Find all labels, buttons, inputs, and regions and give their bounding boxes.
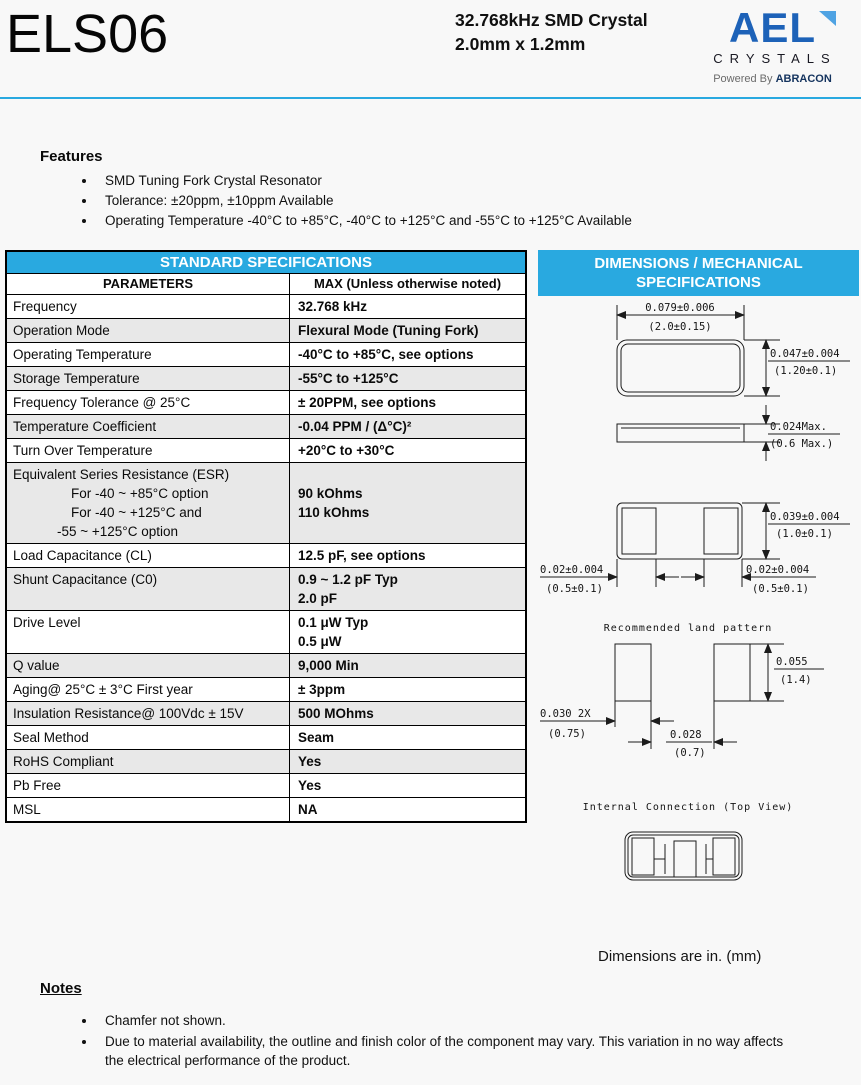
side-view-drawing: [617, 405, 840, 461]
spec-row: [7, 294, 525, 318]
feature-item: • SMD Tuning Fork Crystal Resonator: [97, 171, 820, 191]
dim-land-gap-in: 0.028: [670, 729, 702, 741]
spec-table: [5, 250, 527, 823]
dim-bottom-pad-width-right-in: 0.02±0.004: [746, 564, 810, 576]
product-title: [455, 8, 648, 56]
spec-row: [7, 749, 525, 773]
features-section: [40, 148, 820, 231]
dim-land-pad-width-mm: (0.75): [548, 728, 586, 740]
land-pattern-drawing: [540, 623, 824, 759]
dim-top-width-in: 0.079±0.006: [645, 302, 715, 314]
param-cell: Operation Mode: [7, 319, 290, 342]
value-cell: Seam: [298, 730, 335, 745]
dim-side-thickness-in: 0.024Max.: [770, 421, 827, 433]
value-cell: Flexural Mode (Tuning Fork): [298, 323, 479, 338]
param-cell: Frequency: [7, 295, 290, 318]
value-cell: ± 20PPM, see options: [298, 395, 436, 410]
note-item: • Chamfer not shown.: [97, 1011, 800, 1030]
internal-connection-caption: Internal Connection (Top View): [582, 802, 794, 813]
col-header-parameters: PARAMETERS: [7, 274, 290, 294]
dimensions-panel-header: [538, 250, 859, 296]
spec-table-header-row: [7, 273, 525, 294]
spec-table-body: [7, 294, 525, 821]
param-cell: Drive Level: [7, 611, 290, 653]
ael-logo-text: AEL: [729, 4, 816, 51]
value-cell: 12.5 pF, see options: [298, 548, 426, 563]
param-cell: Aging@ 25°C ± 3°C First year: [7, 678, 290, 701]
powered-by-text: Powered By: [713, 73, 773, 85]
param-cell: Temperature Coefficient: [7, 415, 290, 438]
spec-row: [7, 677, 525, 701]
spec-row: [7, 725, 525, 749]
ael-logo-triangle-icon: [819, 11, 836, 26]
value-cell: 9,000 Min: [298, 658, 359, 673]
bottom-view-drawing: [540, 503, 850, 595]
spec-row: [7, 414, 525, 438]
dim-top-height-mm: (1.20±0.1): [774, 365, 838, 377]
dimensions-title-line2: SPECIFICATIONS: [636, 274, 761, 291]
note-item: • Due to material availability, the outline and finish color of the component may vary. This variation in no way affects the electrical performance of the product.: [97, 1032, 800, 1070]
part-number-title: ELS06: [6, 4, 169, 64]
top-view-drawing: [617, 302, 850, 396]
param-cell: RoHS Compliant: [7, 750, 290, 773]
feature-item: • Tolerance: ±20ppm, ±10ppm Available: [97, 191, 820, 211]
value-cell: 32.768 kHz: [298, 299, 368, 314]
dim-land-pad-height-in: 0.055: [776, 656, 808, 668]
product-title-line2: 2.0mm x 1.2mm: [455, 34, 586, 54]
dim-bottom-pad-width-left-in: 0.02±0.004: [540, 564, 604, 576]
spec-row: [7, 773, 525, 797]
spec-row: [7, 543, 525, 567]
dim-bottom-pad-height-mm: (1.0±0.1): [776, 528, 833, 540]
spec-table-title: STANDARD SPECIFICATIONS: [7, 252, 525, 273]
spec-row: [7, 438, 525, 462]
spec-row: [7, 462, 525, 543]
param-cell: Storage Temperature: [7, 367, 290, 390]
notes-list: [40, 1011, 800, 1070]
param-cell: Equivalent Series Resistance (ESR) For -40 ~ +85°C option For -40 ~ +125°C and -55 ~ +125°C option: [7, 463, 290, 543]
spec-row: [7, 342, 525, 366]
col-header-max: MAX (Unless otherwise noted): [313, 276, 502, 291]
dim-top-height-in: 0.047±0.004: [770, 348, 840, 360]
product-title-line1: 32.768kHz SMD Crystal: [455, 10, 648, 30]
spec-row: [7, 318, 525, 342]
value-cell: Yes: [298, 754, 322, 769]
dim-bottom-pad-width-right-mm: (0.5±0.1): [752, 583, 809, 595]
spec-row: [7, 567, 525, 610]
param-cell: Pb Free: [7, 774, 290, 797]
internal-connection-drawing: [583, 802, 794, 880]
dim-side-thickness-mm: (0.6 Max.): [770, 438, 834, 450]
param-cell: Seal Method: [7, 726, 290, 749]
dim-land-pad-width-in: 0.030 2X: [540, 708, 591, 720]
features-list: [40, 171, 820, 231]
dim-bottom-pad-height-in: 0.039±0.004: [770, 511, 840, 523]
notes-heading: Notes: [40, 980, 82, 997]
dim-top-width-mm: (2.0±0.15): [648, 321, 712, 333]
notes-section: [40, 980, 800, 1072]
param-cell: Q value: [7, 654, 290, 677]
ael-logo-wordmark: CRYSTALS: [713, 51, 837, 66]
feature-item: • Operating Temperature -40°C to +85°C, -40°C to +125°C and -55°C to +125°C Available: [97, 211, 820, 231]
value-cell: 0.1 μW Typ 0.5 μW: [298, 615, 369, 649]
param-cell: Shunt Capacitance (C0): [7, 568, 290, 610]
spec-row: [7, 701, 525, 725]
value-cell: -55°C to +125°C: [298, 371, 399, 386]
value-cell: 0.9 ~ 1.2 pF Typ 2.0 pF: [298, 572, 398, 606]
land-pattern-caption: Recommended land pattern: [603, 623, 773, 634]
param-cell: Frequency Tolerance @ 25°C: [7, 391, 290, 414]
abracon-brand-text: ABRACON: [775, 73, 832, 85]
spec-row: [7, 797, 525, 821]
dim-bottom-pad-width-left-mm: (0.5±0.1): [546, 583, 603, 595]
value-cell: -40°C to +85°C, see options: [298, 347, 474, 362]
ael-crystals-logo: [690, 4, 855, 85]
mechanical-drawings: [538, 297, 861, 942]
param-cell: Operating Temperature: [7, 343, 290, 366]
dim-land-gap-mm: (0.7): [674, 747, 706, 759]
param-cell: MSL: [7, 798, 290, 821]
features-heading: Features: [40, 148, 103, 165]
spec-row: [7, 366, 525, 390]
value-cell: -0.04 PPM / (Δ°C)²: [298, 419, 412, 434]
value-cell: NA: [298, 802, 318, 817]
value-cell: 90 kOhms 110 kOhms: [298, 486, 370, 520]
value-cell: Yes: [298, 778, 322, 793]
param-cell: Turn Over Temperature: [7, 439, 290, 462]
powered-by-abracon: [690, 73, 855, 85]
spec-row: [7, 390, 525, 414]
header-divider-rule: [0, 97, 861, 99]
param-cell: Insulation Resistance@ 100Vdc ± 15V: [7, 702, 290, 725]
dim-land-pad-height-mm: (1.4): [780, 674, 812, 686]
value-cell: +20°C to +30°C: [298, 443, 395, 458]
spec-row: [7, 653, 525, 677]
param-cell: Load Capacitance (CL): [7, 544, 290, 567]
dimensions-title-line1: DIMENSIONS / MECHANICAL: [594, 255, 803, 272]
units-note: Dimensions are in. (mm): [598, 948, 762, 965]
value-cell: 500 MOhms: [298, 706, 374, 721]
spec-row: [7, 610, 525, 653]
value-cell: ± 3ppm: [298, 682, 346, 697]
